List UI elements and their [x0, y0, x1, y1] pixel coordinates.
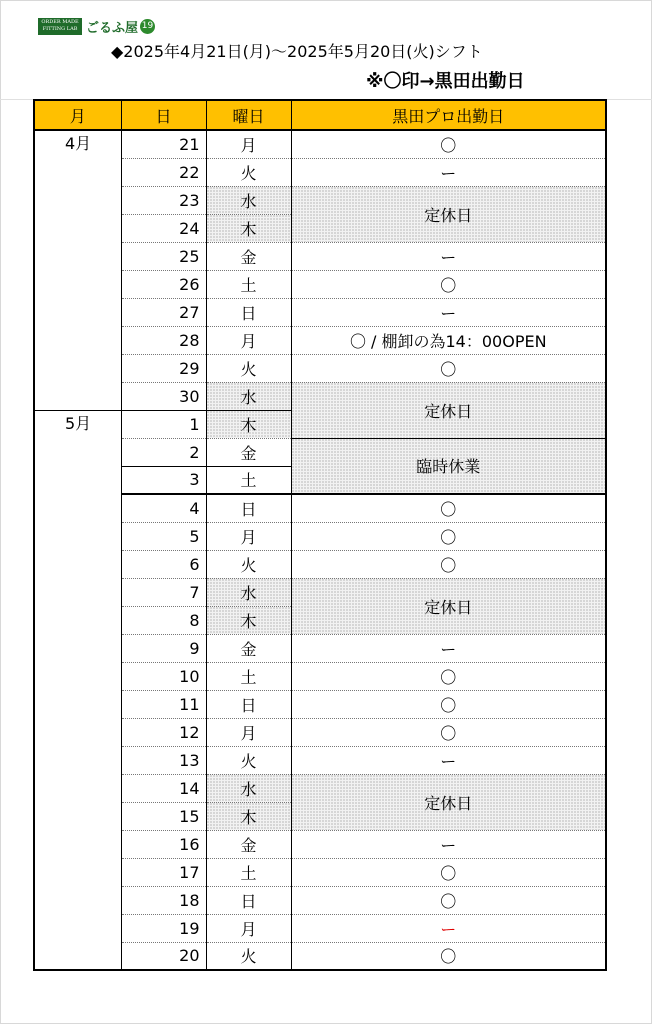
weekday-cell: 日: [206, 690, 291, 718]
col-header-month: 月: [34, 100, 121, 130]
weekday-cell: 木: [206, 606, 291, 634]
status-cell-closed: 定休日: [291, 774, 606, 830]
weekday-cell: 木: [206, 802, 291, 830]
day-cell: 14: [121, 774, 206, 802]
legend-note: ※〇印→黒田出勤日: [366, 71, 525, 92]
status-cell: ー: [291, 830, 606, 858]
status-cell: ー: [291, 158, 606, 186]
status-cell: ー: [291, 634, 606, 662]
weekday-cell: 日: [206, 886, 291, 914]
status-cell: ー: [291, 746, 606, 774]
day-cell: 5: [121, 522, 206, 550]
status-cell: 〇: [291, 270, 606, 298]
day-cell: 3: [121, 466, 206, 494]
status-cell: 〇: [291, 662, 606, 690]
day-cell: 21: [121, 130, 206, 158]
day-cell: 26: [121, 270, 206, 298]
logo: [38, 17, 155, 36]
status-cell-closed: 定休日: [291, 578, 606, 634]
shift-table: [33, 99, 607, 971]
day-cell: 19: [121, 914, 206, 942]
weekday-cell: 土: [206, 466, 291, 494]
logo-number: 19: [140, 19, 155, 34]
weekday-cell: 金: [206, 634, 291, 662]
day-cell: 13: [121, 746, 206, 774]
day-cell: 12: [121, 718, 206, 746]
weekday-cell: 水: [206, 186, 291, 214]
status-cell: ー: [291, 298, 606, 326]
col-header-weekday: 曜日: [206, 100, 291, 130]
day-cell: 1: [121, 410, 206, 438]
day-cell: 20: [121, 942, 206, 970]
month-april: 4月: [34, 130, 121, 410]
weekday-cell: 月: [206, 326, 291, 354]
day-cell: 10: [121, 662, 206, 690]
status-cell: ー: [291, 242, 606, 270]
status-cell-closed: 定休日: [291, 382, 606, 438]
status-cell-red-dash: ー: [291, 914, 606, 942]
day-cell: 30: [121, 382, 206, 410]
day-cell: 7: [121, 578, 206, 606]
day-cell: 23: [121, 186, 206, 214]
status-cell: 〇 / 棚卸の為14：00OPEN: [291, 326, 606, 354]
weekday-cell: 水: [206, 382, 291, 410]
table-row: [34, 130, 606, 158]
status-cell-closed: 定休日: [291, 186, 606, 242]
status-cell: 〇: [291, 690, 606, 718]
status-cell: 〇: [291, 354, 606, 382]
day-cell: 8: [121, 606, 206, 634]
day-cell: 24: [121, 214, 206, 242]
weekday-cell: 土: [206, 662, 291, 690]
day-cell: 15: [121, 802, 206, 830]
status-cell: 〇: [291, 886, 606, 914]
weekday-cell: 火: [206, 354, 291, 382]
weekday-cell: 月: [206, 130, 291, 158]
day-cell: 18: [121, 886, 206, 914]
day-cell: 27: [121, 298, 206, 326]
day-cell: 22: [121, 158, 206, 186]
weekday-cell: 金: [206, 438, 291, 466]
weekday-cell: 月: [206, 522, 291, 550]
weekday-cell: 月: [206, 914, 291, 942]
day-cell: 9: [121, 634, 206, 662]
weekday-cell: 月: [206, 718, 291, 746]
page-title: ◆2025年4月21日(月)～2025年5月20日(火)シフト: [111, 42, 483, 61]
weekday-cell: 日: [206, 494, 291, 522]
weekday-cell: 金: [206, 830, 291, 858]
day-cell: 16: [121, 830, 206, 858]
month-may: 5月: [34, 410, 121, 970]
day-cell: 17: [121, 858, 206, 886]
weekday-cell: 火: [206, 550, 291, 578]
logo-badge: ORDER MADE FITTING LAB: [38, 18, 82, 35]
weekday-cell: 水: [206, 578, 291, 606]
day-cell: 6: [121, 550, 206, 578]
day-cell: 11: [121, 690, 206, 718]
status-cell: 〇: [291, 718, 606, 746]
status-cell: 〇: [291, 858, 606, 886]
status-cell: 〇: [291, 494, 606, 522]
col-header-status: 黒田プロ出勤日: [291, 100, 606, 130]
status-cell: 〇: [291, 942, 606, 970]
weekday-cell: 土: [206, 270, 291, 298]
weekday-cell: 水: [206, 774, 291, 802]
status-cell: 〇: [291, 522, 606, 550]
day-cell: 4: [121, 494, 206, 522]
status-cell: 〇: [291, 130, 606, 158]
weekday-cell: 木: [206, 214, 291, 242]
weekday-cell: 火: [206, 942, 291, 970]
day-cell: 29: [121, 354, 206, 382]
weekday-cell: 土: [206, 858, 291, 886]
weekday-cell: 火: [206, 746, 291, 774]
weekday-cell: 火: [206, 158, 291, 186]
day-cell: 28: [121, 326, 206, 354]
weekday-cell: 日: [206, 298, 291, 326]
weekday-cell: 木: [206, 410, 291, 438]
status-cell: 〇: [291, 550, 606, 578]
day-cell: 25: [121, 242, 206, 270]
day-cell: 2: [121, 438, 206, 466]
weekday-cell: 金: [206, 242, 291, 270]
col-header-day: 日: [121, 100, 206, 130]
header-row: [34, 100, 606, 130]
status-cell-temporary-closure: 臨時休業: [291, 438, 606, 494]
logo-name: ごるふ屋: [86, 21, 139, 36]
